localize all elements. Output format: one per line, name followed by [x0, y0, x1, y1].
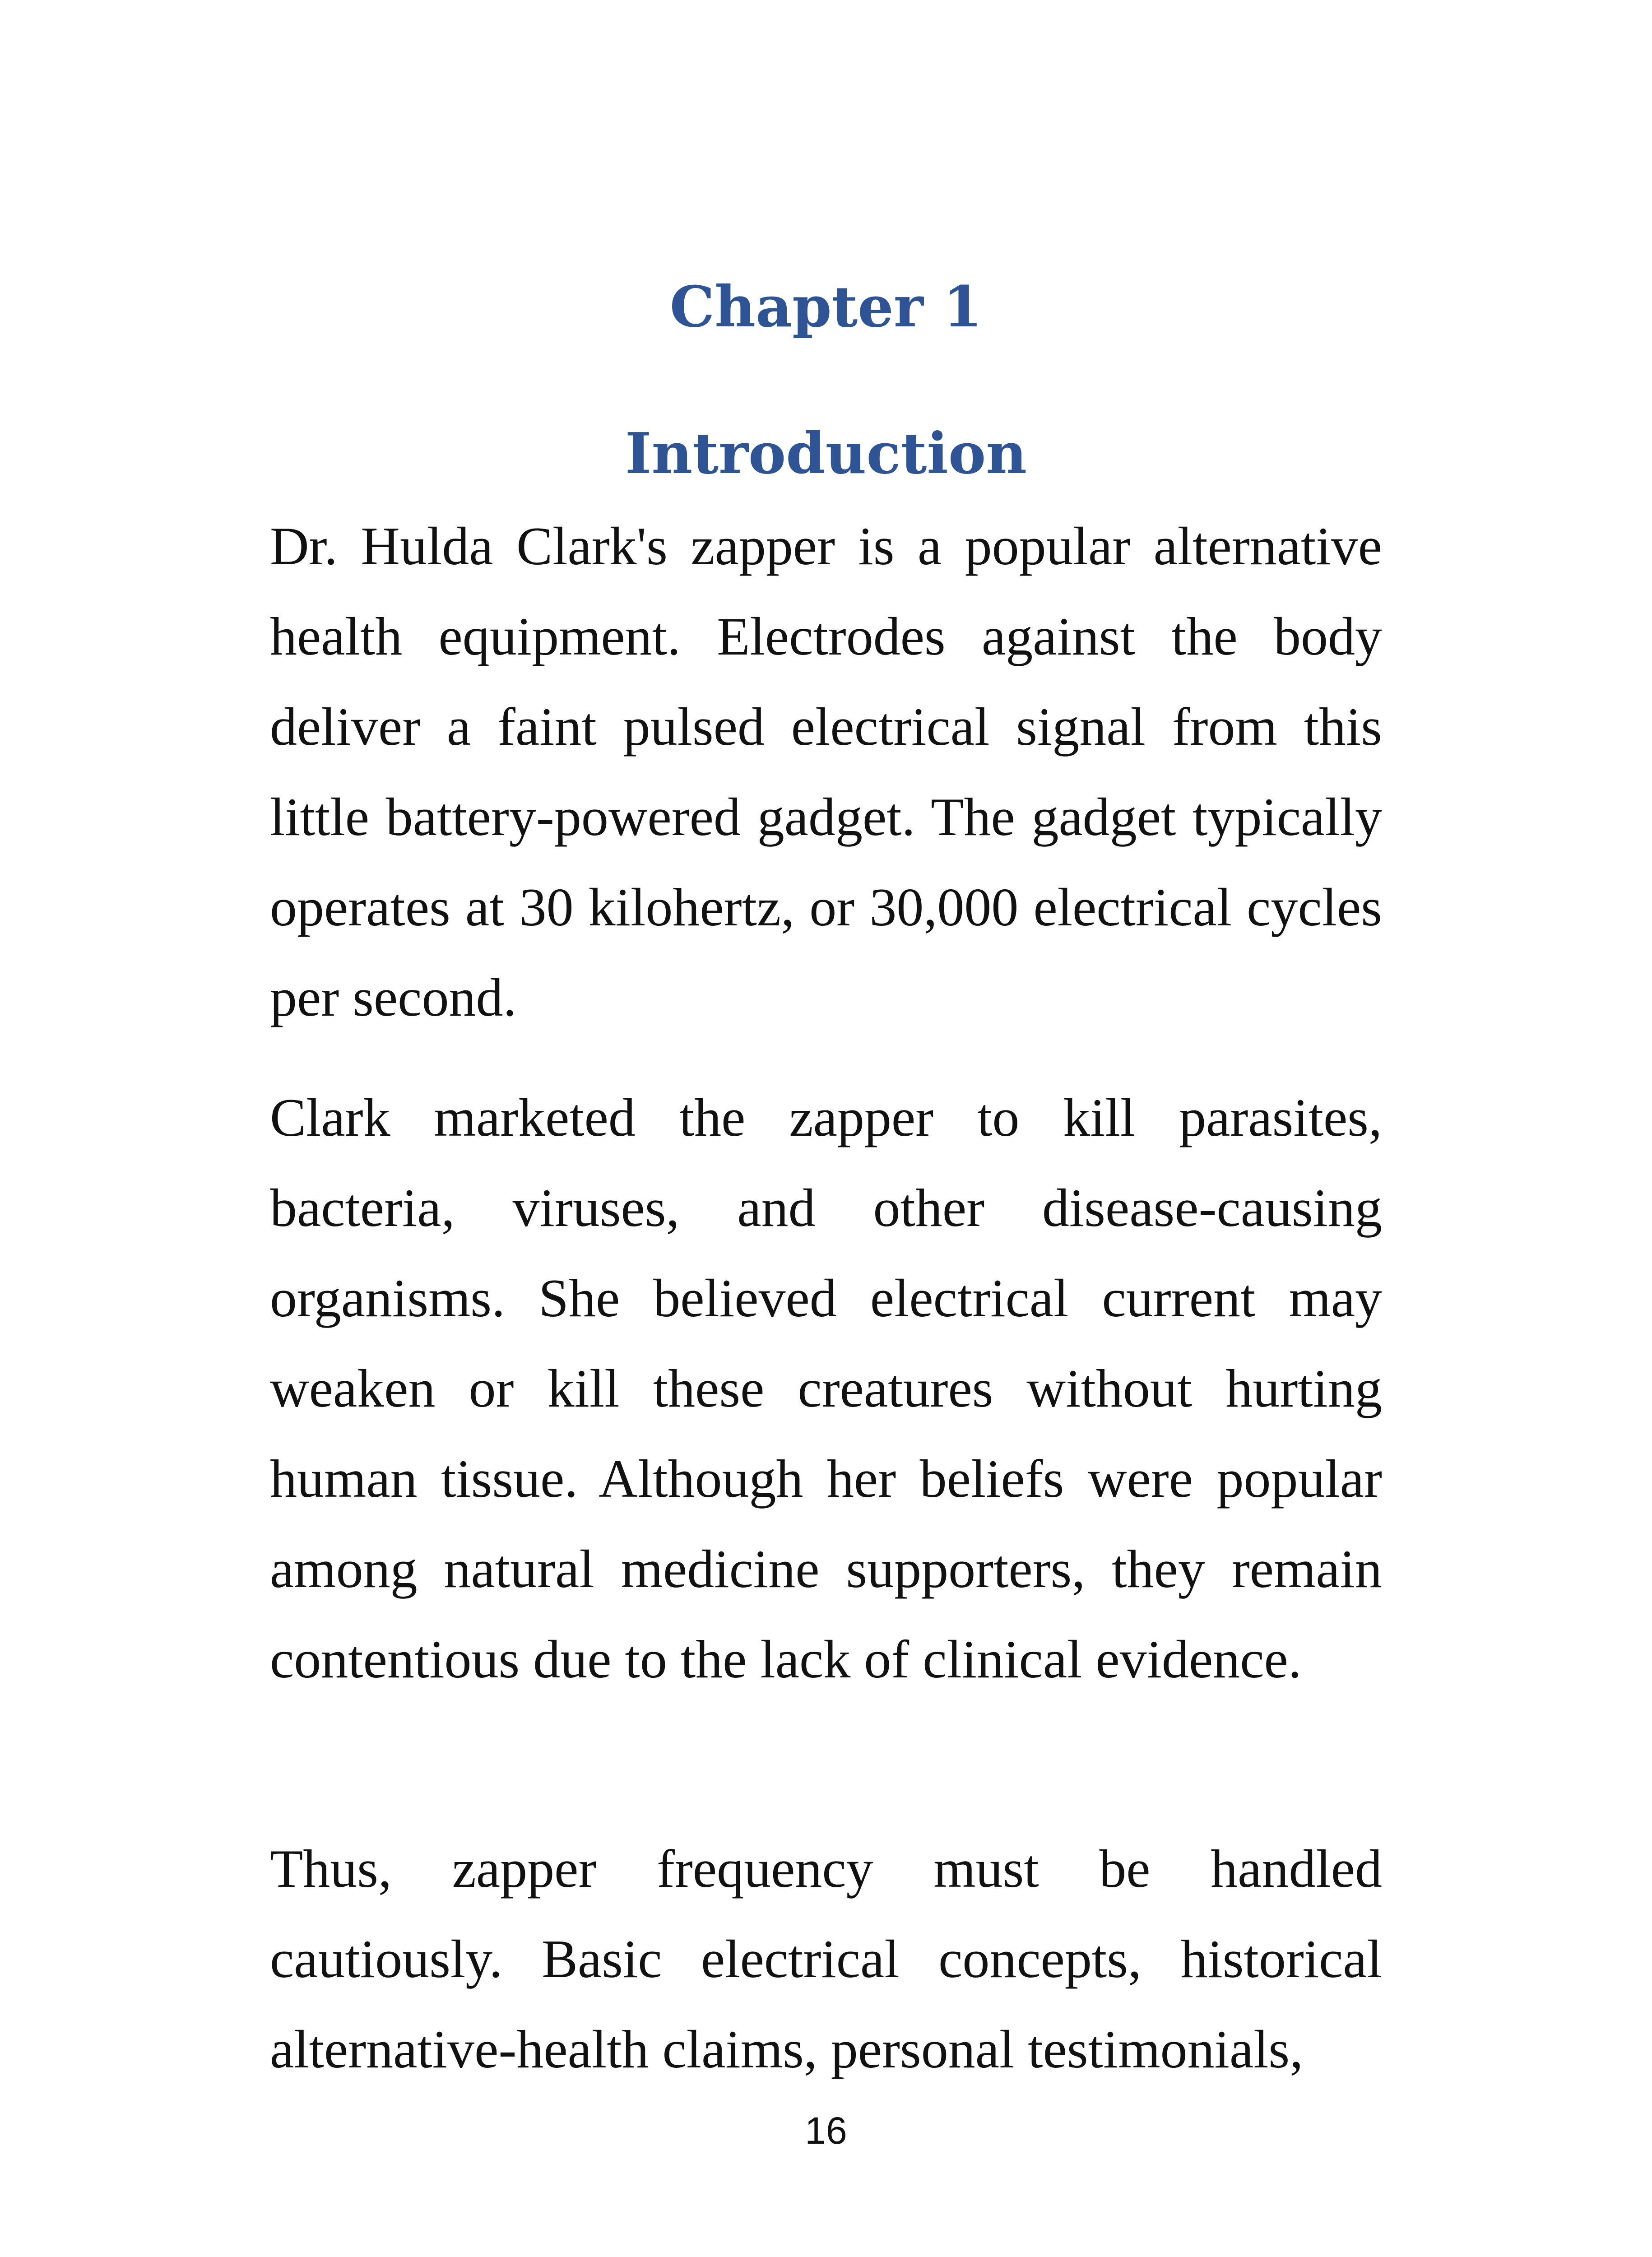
page-number: 16 [805, 2109, 847, 2152]
paragraph-2: Clark marketed the zapper to kill parasites, bacteria, viruses, and other disease-causing organisms. She believed electrical current may weaken or kill these creatures without hurting human tissue. Although her beliefs were popular among natural medicine supporters, they remain contentious due to the lack of clinical evidence. [270, 1087, 1382, 1689]
paragraph-3: Thus, zapper frequency must be handled cautiously. Basic electrical concepts, historical alternative-health claims, personal testimonials, [270, 1839, 1382, 2079]
paragraph-1: Dr. Hulda Clark's zapper is a popular alternative health equipment. Electrodes against the body deliver a faint pulsed electrical signal from this little battery-powered gadget. The gadget typically operates at 30 kilohertz, or 30,000 electrical cycles per second. [270, 516, 1382, 1027]
chapter-title: Introduction [625, 421, 1027, 487]
chapter-number: Chapter 1 [669, 274, 983, 340]
